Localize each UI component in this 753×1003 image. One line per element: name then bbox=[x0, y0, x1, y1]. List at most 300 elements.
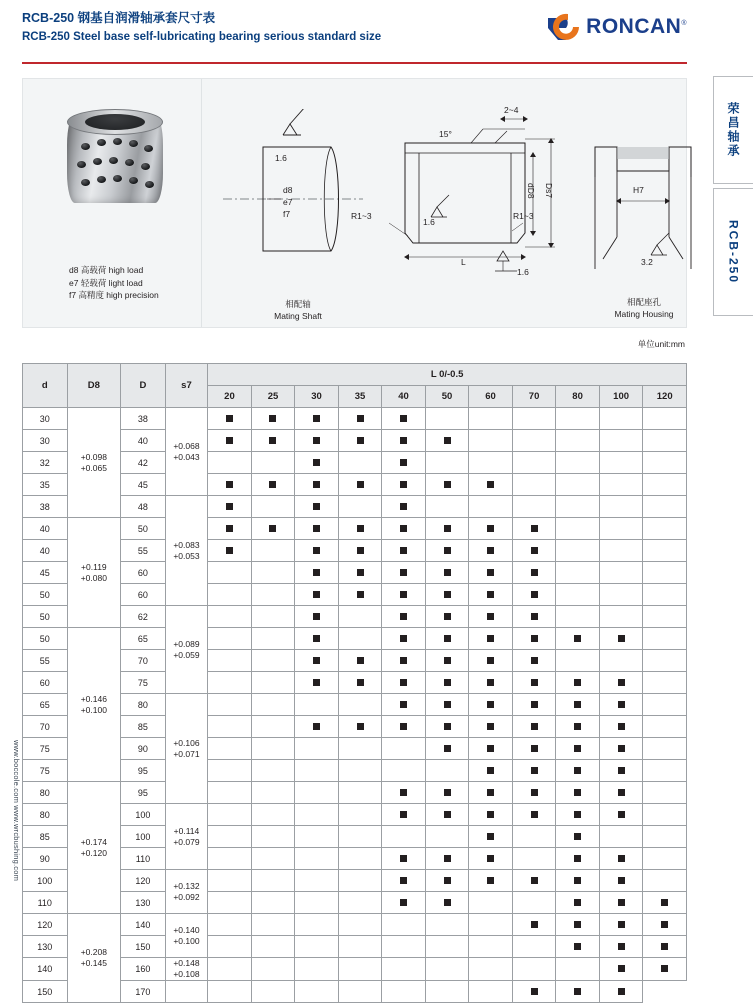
cell-empty-60 bbox=[425, 981, 469, 1003]
cell-empty-25 bbox=[251, 694, 295, 716]
cell-empty-20 bbox=[208, 892, 252, 914]
cell-available-80 bbox=[556, 804, 600, 826]
availability-marker bbox=[313, 569, 320, 576]
cell-available-20 bbox=[208, 518, 252, 540]
cell-available-40 bbox=[382, 408, 426, 430]
cell-empty-120 bbox=[643, 804, 687, 826]
cell-D: 140 bbox=[121, 914, 166, 936]
cell-empty-120 bbox=[643, 628, 687, 650]
availability-marker bbox=[487, 657, 494, 664]
cell-empty-120 bbox=[643, 540, 687, 562]
cell-available-50 bbox=[425, 474, 469, 496]
th-L-80: 80 bbox=[556, 386, 600, 408]
cell-empty-60 bbox=[469, 936, 513, 958]
cell-available-70 bbox=[512, 628, 556, 650]
availability-marker bbox=[487, 591, 494, 598]
availability-marker bbox=[618, 767, 625, 774]
cell-d: 38 bbox=[23, 496, 68, 518]
availability-marker bbox=[618, 745, 625, 752]
cell-empty-20 bbox=[165, 981, 208, 1003]
cell-empty-100 bbox=[599, 496, 643, 518]
side-website-label: www.boccole.com www.wrcbushing.com bbox=[12, 740, 21, 882]
cell-D: 50 bbox=[121, 518, 166, 540]
th-L-100: 100 bbox=[599, 386, 643, 408]
cell-empty-120 bbox=[643, 782, 687, 804]
cell-empty-25 bbox=[251, 738, 295, 760]
cell-empty-50 bbox=[425, 408, 469, 430]
cell-available-100 bbox=[599, 936, 643, 958]
cell-available-70 bbox=[512, 672, 556, 694]
cell-available-35 bbox=[338, 474, 382, 496]
availability-marker bbox=[444, 745, 451, 752]
registered-mark: ® bbox=[681, 20, 687, 27]
figure-divider bbox=[201, 79, 202, 327]
cell-d: 75 bbox=[23, 738, 68, 760]
availability-marker bbox=[313, 723, 320, 730]
shaft-caption-cn: 相配轴 bbox=[285, 299, 311, 309]
th-L-25: 25 bbox=[251, 386, 295, 408]
availability-marker bbox=[313, 613, 320, 620]
cell-empty-60 bbox=[469, 958, 513, 981]
table-row bbox=[23, 958, 687, 981]
table-row bbox=[23, 496, 687, 518]
cell-available-60 bbox=[469, 760, 513, 782]
availability-marker bbox=[487, 613, 494, 620]
cell-empty-100 bbox=[599, 826, 643, 848]
cell-empty-20 bbox=[208, 606, 252, 628]
cell-empty-100 bbox=[599, 408, 643, 430]
availability-marker bbox=[618, 877, 625, 884]
cell-D8-tolerance: +0.208 +0.145 bbox=[67, 914, 121, 1003]
cell-empty-35 bbox=[338, 606, 382, 628]
cell-available-80 bbox=[556, 892, 600, 914]
cell-empty-30 bbox=[295, 958, 339, 981]
cell-empty-80 bbox=[556, 606, 600, 628]
cell-empty-40 bbox=[382, 760, 426, 782]
cell-empty-35 bbox=[338, 760, 382, 782]
availability-marker bbox=[574, 635, 581, 642]
cell-empty-70 bbox=[512, 958, 556, 981]
cell-d: 150 bbox=[23, 981, 68, 1003]
availability-marker bbox=[531, 679, 538, 686]
cell-empty-80 bbox=[556, 496, 600, 518]
availability-marker bbox=[574, 943, 581, 950]
cell-available-25 bbox=[251, 518, 295, 540]
chamfer-size-label: 2~4 bbox=[504, 105, 519, 115]
cell-empty-70 bbox=[512, 826, 556, 848]
table-row bbox=[23, 738, 687, 760]
legend-line-2: e7 轻载荷 light load bbox=[69, 277, 143, 288]
cell-empty-100 bbox=[599, 540, 643, 562]
cell-empty-20 bbox=[208, 760, 252, 782]
availability-marker bbox=[400, 899, 407, 906]
cell-empty-80 bbox=[556, 562, 600, 584]
cell-available-25 bbox=[251, 430, 295, 452]
cell-empty-80 bbox=[556, 958, 600, 981]
table-row bbox=[23, 628, 687, 650]
cell-available-30 bbox=[295, 628, 339, 650]
cell-empty-100 bbox=[599, 650, 643, 672]
table-row bbox=[23, 936, 687, 958]
cell-available-100 bbox=[599, 672, 643, 694]
cell-empty-60 bbox=[469, 430, 513, 452]
availability-marker bbox=[400, 811, 407, 818]
availability-marker bbox=[661, 943, 668, 950]
cell-available-70 bbox=[512, 914, 556, 936]
cell-empty-80 bbox=[556, 518, 600, 540]
cell-available-100 bbox=[599, 958, 643, 981]
cell-empty-20 bbox=[208, 870, 252, 892]
th-L-35: 35 bbox=[338, 386, 382, 408]
cell-D: 80 bbox=[121, 694, 166, 716]
shaft-tol-d8: d8 bbox=[283, 185, 293, 195]
availability-marker bbox=[618, 988, 625, 995]
availability-marker bbox=[531, 811, 538, 818]
availability-marker bbox=[531, 789, 538, 796]
cell-d: 32 bbox=[23, 452, 68, 474]
cell-empty-120 bbox=[643, 496, 687, 518]
cell-empty-120 bbox=[643, 606, 687, 628]
cell-available-40 bbox=[382, 672, 426, 694]
th-L-30: 30 bbox=[295, 386, 339, 408]
side-tab-series-label: RCB-250 bbox=[726, 219, 741, 284]
cell-empty-50 bbox=[425, 452, 469, 474]
cell-available-80 bbox=[556, 738, 600, 760]
cell-available-80 bbox=[556, 914, 600, 936]
table-row bbox=[23, 584, 687, 606]
availability-marker bbox=[357, 657, 364, 664]
cell-available-60 bbox=[469, 694, 513, 716]
cell-empty-80 bbox=[556, 474, 600, 496]
cell-available-60 bbox=[469, 474, 513, 496]
table-row bbox=[23, 760, 687, 782]
chamfer-angle-label: 15° bbox=[439, 129, 452, 139]
cell-d: 30 bbox=[23, 430, 68, 452]
header-divider bbox=[22, 62, 687, 64]
cell-empty-25 bbox=[251, 650, 295, 672]
cell-available-80 bbox=[512, 981, 556, 1003]
cell-empty-80 bbox=[556, 430, 600, 452]
availability-marker bbox=[487, 767, 494, 774]
cell-empty-35 bbox=[338, 936, 382, 958]
cell-available-70 bbox=[512, 760, 556, 782]
availability-marker bbox=[313, 657, 320, 664]
cell-D: 38 bbox=[121, 408, 166, 430]
cell-empty-35 bbox=[338, 826, 382, 848]
cell-available-100 bbox=[599, 694, 643, 716]
cell-D: 42 bbox=[121, 452, 166, 474]
cell-D: 95 bbox=[121, 760, 166, 782]
cell-available-60 bbox=[469, 628, 513, 650]
availability-marker bbox=[531, 877, 538, 884]
cell-available-60 bbox=[469, 738, 513, 760]
availability-marker bbox=[487, 635, 494, 642]
cell-available-40 bbox=[382, 562, 426, 584]
availability-marker bbox=[400, 657, 407, 664]
availability-marker bbox=[269, 481, 276, 488]
availability-marker bbox=[487, 525, 494, 532]
cell-available-70 bbox=[512, 562, 556, 584]
cell-empty-120 bbox=[643, 694, 687, 716]
shaft-caption-en: Mating Shaft bbox=[274, 310, 322, 321]
cell-s7-tolerance: +0.068 +0.043 bbox=[165, 408, 208, 496]
cell-available-50 bbox=[425, 892, 469, 914]
availability-marker bbox=[574, 811, 581, 818]
cell-available-50 bbox=[425, 848, 469, 870]
shaft-roughness-label: 1.6 bbox=[275, 153, 287, 163]
cell-available-60 bbox=[469, 562, 513, 584]
availability-marker bbox=[618, 679, 625, 686]
cell-available-80 bbox=[556, 694, 600, 716]
figure-panel bbox=[22, 78, 687, 328]
cell-D: 85 bbox=[121, 716, 166, 738]
availability-marker bbox=[400, 481, 407, 488]
cell-D: 130 bbox=[121, 892, 166, 914]
availability-marker bbox=[531, 547, 538, 554]
cell-available-35 bbox=[338, 584, 382, 606]
cell-d: 45 bbox=[23, 562, 68, 584]
cell-s7-tolerance: +0.089 +0.059 bbox=[165, 606, 208, 694]
cell-empty-20 bbox=[208, 584, 252, 606]
cell-d: 65 bbox=[23, 694, 68, 716]
shaft-tol-e7: e7 bbox=[283, 197, 293, 207]
cell-empty-25 bbox=[251, 562, 295, 584]
cell-d: 70 bbox=[23, 716, 68, 738]
cell-available-35 bbox=[338, 540, 382, 562]
cell-D: 150 bbox=[121, 936, 166, 958]
cell-empty-40 bbox=[382, 936, 426, 958]
availability-marker bbox=[618, 789, 625, 796]
cell-d: 75 bbox=[23, 760, 68, 782]
cell-D: 100 bbox=[121, 804, 166, 826]
page-title-cn: RCB-250 钢基自润滑轴承套尺寸表 bbox=[22, 11, 216, 25]
cell-d: 85 bbox=[23, 826, 68, 848]
cell-empty-20 bbox=[208, 848, 252, 870]
table-row bbox=[23, 716, 687, 738]
cell-available-30 bbox=[295, 430, 339, 452]
cell-empty-35 bbox=[338, 738, 382, 760]
cell-available-70 bbox=[512, 804, 556, 826]
cell-available-70 bbox=[512, 738, 556, 760]
availability-marker bbox=[574, 877, 581, 884]
availability-marker bbox=[226, 437, 233, 444]
cell-empty-30 bbox=[295, 936, 339, 958]
table-row bbox=[23, 672, 687, 694]
cell-empty-35 bbox=[338, 804, 382, 826]
availability-marker bbox=[574, 899, 581, 906]
availability-marker bbox=[357, 525, 364, 532]
cell-available-50 bbox=[425, 628, 469, 650]
bottom-roughness-label: 1.6 bbox=[517, 267, 529, 277]
cell-empty-70 bbox=[512, 408, 556, 430]
availability-marker bbox=[531, 921, 538, 928]
cell-empty-40 bbox=[382, 958, 426, 981]
availability-marker bbox=[444, 877, 451, 884]
availability-marker bbox=[357, 569, 364, 576]
cell-empty-20 bbox=[208, 650, 252, 672]
side-tab-company[interactable] bbox=[713, 76, 753, 184]
cell-empty-70 bbox=[512, 452, 556, 474]
cell-empty-50 bbox=[425, 958, 469, 981]
cell-available-50 bbox=[425, 584, 469, 606]
availability-marker bbox=[487, 679, 494, 686]
cell-empty-80 bbox=[556, 584, 600, 606]
table-row bbox=[23, 848, 687, 870]
side-tab-strip bbox=[705, 76, 753, 696]
cell-available-25 bbox=[251, 474, 295, 496]
cell-empty-20 bbox=[208, 672, 252, 694]
cell-available-20 bbox=[208, 408, 252, 430]
cell-empty-120 bbox=[643, 430, 687, 452]
cell-available-100 bbox=[599, 738, 643, 760]
cell-empty-40 bbox=[382, 738, 426, 760]
availability-marker bbox=[313, 635, 320, 642]
availability-marker bbox=[531, 613, 538, 620]
cell-d: 50 bbox=[23, 628, 68, 650]
availability-marker bbox=[531, 767, 538, 774]
cell-empty-60 bbox=[469, 452, 513, 474]
cell-empty-35 bbox=[338, 628, 382, 650]
cell-empty-20 bbox=[208, 562, 252, 584]
cell-available-40 bbox=[382, 782, 426, 804]
cell-available-50 bbox=[425, 870, 469, 892]
cell-empty-50 bbox=[425, 936, 469, 958]
cell-available-50 bbox=[425, 782, 469, 804]
cell-D8-tolerance: +0.174 +0.120 bbox=[67, 782, 121, 914]
table-row bbox=[23, 914, 687, 936]
cell-available-80 bbox=[556, 870, 600, 892]
table-row bbox=[23, 540, 687, 562]
cell-available-40 bbox=[382, 804, 426, 826]
cell-available-50 bbox=[425, 562, 469, 584]
cell-available-100 bbox=[599, 892, 643, 914]
legend-line-1: d8 高载荷 high load bbox=[69, 265, 144, 275]
availability-marker bbox=[487, 723, 494, 730]
availability-marker bbox=[618, 943, 625, 950]
side-tab-company-label: 荣昌轴承 bbox=[726, 102, 740, 158]
cell-empty-25 bbox=[251, 672, 295, 694]
availability-marker bbox=[487, 833, 494, 840]
availability-marker bbox=[574, 833, 581, 840]
table-row bbox=[23, 452, 687, 474]
cell-D: 48 bbox=[121, 496, 166, 518]
th-D8: D8 bbox=[67, 364, 121, 408]
table-row bbox=[23, 408, 687, 430]
availability-marker bbox=[531, 988, 538, 995]
cell-available-60 bbox=[469, 782, 513, 804]
cell-empty-20 bbox=[208, 716, 252, 738]
cell-empty-120 bbox=[643, 716, 687, 738]
cell-empty-20 bbox=[208, 628, 252, 650]
length-label: L bbox=[461, 257, 466, 267]
availability-marker bbox=[618, 965, 625, 972]
availability-marker bbox=[618, 921, 625, 928]
cell-available-50 bbox=[425, 716, 469, 738]
cell-s7-tolerance: +0.114 +0.079 bbox=[165, 804, 208, 870]
cell-available-100 bbox=[599, 914, 643, 936]
availability-marker bbox=[618, 723, 625, 730]
cell-d: 100 bbox=[23, 870, 68, 892]
cell-available-20 bbox=[208, 474, 252, 496]
cell-D: 60 bbox=[121, 584, 166, 606]
spec-table bbox=[22, 363, 687, 1003]
side-tab-series[interactable] bbox=[713, 188, 753, 316]
cell-available-100 bbox=[599, 716, 643, 738]
cell-available-70 bbox=[512, 540, 556, 562]
cell-available-35 bbox=[338, 562, 382, 584]
availability-marker bbox=[487, 569, 494, 576]
cell-empty-120 bbox=[643, 650, 687, 672]
cell-empty-25 bbox=[251, 848, 295, 870]
cell-D: 120 bbox=[121, 870, 166, 892]
cell-empty-20 bbox=[208, 826, 252, 848]
availability-marker bbox=[444, 811, 451, 818]
availability-marker bbox=[574, 679, 581, 686]
radius-left-label: R1~3 bbox=[351, 211, 372, 221]
cell-empty-35 bbox=[338, 452, 382, 474]
cell-empty-25 bbox=[251, 606, 295, 628]
cell-available-40 bbox=[382, 518, 426, 540]
availability-marker bbox=[400, 877, 407, 884]
cell-D: 55 bbox=[121, 540, 166, 562]
availability-marker bbox=[618, 635, 625, 642]
cell-available-30 bbox=[295, 496, 339, 518]
cell-empty-30 bbox=[295, 738, 339, 760]
cell-d: 120 bbox=[23, 914, 68, 936]
cell-empty-60 bbox=[469, 914, 513, 936]
availability-marker bbox=[444, 701, 451, 708]
cell-s7-tolerance: +0.140 +0.100 bbox=[165, 914, 208, 958]
cell-available-40 bbox=[382, 496, 426, 518]
logo-text-label: RONCAN bbox=[586, 15, 682, 38]
availability-marker bbox=[574, 921, 581, 928]
cell-D8-tolerance: +0.098 +0.065 bbox=[67, 408, 121, 518]
cell-available-20 bbox=[208, 430, 252, 452]
cell-available-70 bbox=[512, 870, 556, 892]
cell-empty-25 bbox=[251, 870, 295, 892]
cell-empty-120 bbox=[643, 738, 687, 760]
load-legend bbox=[69, 264, 159, 302]
cell-empty-25 bbox=[251, 826, 295, 848]
cell-empty-25 bbox=[251, 958, 295, 981]
brand-logo bbox=[546, 12, 687, 42]
cell-empty-50 bbox=[425, 496, 469, 518]
cell-available-50 bbox=[425, 606, 469, 628]
cell-available-100 bbox=[599, 870, 643, 892]
cell-D: 40 bbox=[121, 430, 166, 452]
cell-available-40 bbox=[382, 584, 426, 606]
cell-empty-70 bbox=[469, 981, 513, 1003]
cell-empty-25 bbox=[251, 452, 295, 474]
availability-marker bbox=[531, 657, 538, 664]
cell-available-80 bbox=[556, 716, 600, 738]
availability-marker bbox=[357, 415, 364, 422]
cell-available-25 bbox=[251, 408, 295, 430]
cell-available-35 bbox=[338, 518, 382, 540]
cell-empty-70 bbox=[512, 474, 556, 496]
cell-D: 62 bbox=[121, 606, 166, 628]
availability-marker bbox=[661, 965, 668, 972]
cell-d: 40 bbox=[23, 540, 68, 562]
table-row bbox=[23, 430, 687, 452]
th-L-50: 50 bbox=[425, 386, 469, 408]
availability-marker bbox=[313, 679, 320, 686]
table-row bbox=[23, 518, 687, 540]
bushing-bore bbox=[85, 114, 145, 130]
legend-line-3: f7 高精度 high precision bbox=[69, 290, 159, 300]
cell-available-120 bbox=[643, 914, 687, 936]
cell-empty-100 bbox=[599, 474, 643, 496]
